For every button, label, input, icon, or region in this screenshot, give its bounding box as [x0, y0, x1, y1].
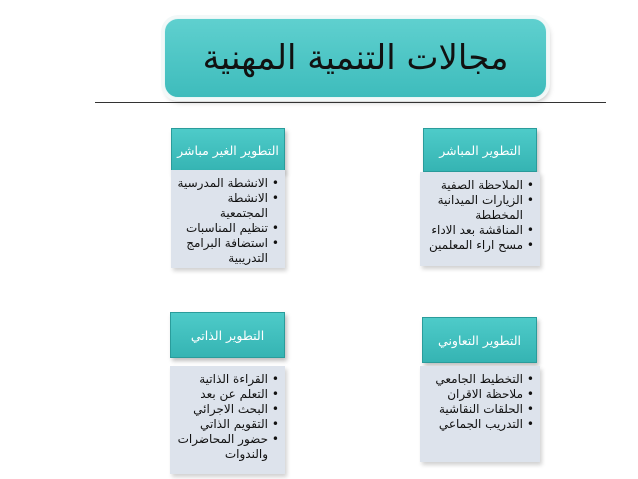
list-item: • حضور المحاضرات والندوات — [176, 432, 279, 462]
list-item: • التخطيط الجامعي — [426, 372, 534, 387]
page-title: مجالات التنمية المهنية — [202, 38, 509, 78]
list-item: • المناقشة بعد الاداء — [426, 223, 534, 238]
title-box — [164, 18, 547, 98]
bullet-list — [177, 176, 279, 266]
panel-content-indirect — [171, 170, 285, 268]
panel-content-cooperative — [420, 366, 540, 462]
bullet-list — [176, 372, 279, 462]
list-item: • ملاحظة الاقران — [426, 387, 534, 402]
list-item: • الملاحظة الصفية — [426, 178, 534, 193]
panel-content-self — [170, 366, 285, 474]
panel-header-indirect — [171, 128, 285, 172]
list-item: • القراءة الذاتية — [176, 372, 279, 387]
panel-header-self — [170, 312, 285, 358]
list-item: • التعلم عن بعد — [176, 387, 279, 402]
panel-header-label: التطوير المباشر — [439, 142, 521, 158]
panel-header-label: التطوير التعاوني — [438, 332, 521, 348]
list-item: • الانشطة المدرسية — [177, 176, 279, 191]
panel-header-direct — [423, 128, 537, 172]
panel-header-label: التطوير الغير مباشر — [177, 142, 279, 158]
list-item: • مسح اراء المعلمين — [426, 238, 534, 253]
list-item: • الحلقات النقاشية — [426, 402, 534, 417]
divider-line — [95, 102, 606, 103]
list-item: • الزيارات الميدانية المخططة — [426, 193, 534, 223]
panel-header-label: التطوير الذاتي — [190, 327, 265, 343]
list-item: • الانشطة المجتمعية — [177, 191, 279, 221]
list-item: • التدريب الجماعي — [426, 417, 534, 432]
list-item: • البحث الاجرائي — [176, 402, 279, 417]
list-item: • استضافة البرامج التدريبية — [177, 236, 279, 266]
bullet-list — [426, 178, 534, 253]
panel-content-direct — [420, 172, 540, 266]
bullet-list — [426, 372, 534, 432]
panel-header-cooperative — [422, 317, 537, 363]
list-item: • التقويم الذاتي — [176, 417, 279, 432]
list-item: • تنظيم المناسبات — [177, 221, 279, 236]
